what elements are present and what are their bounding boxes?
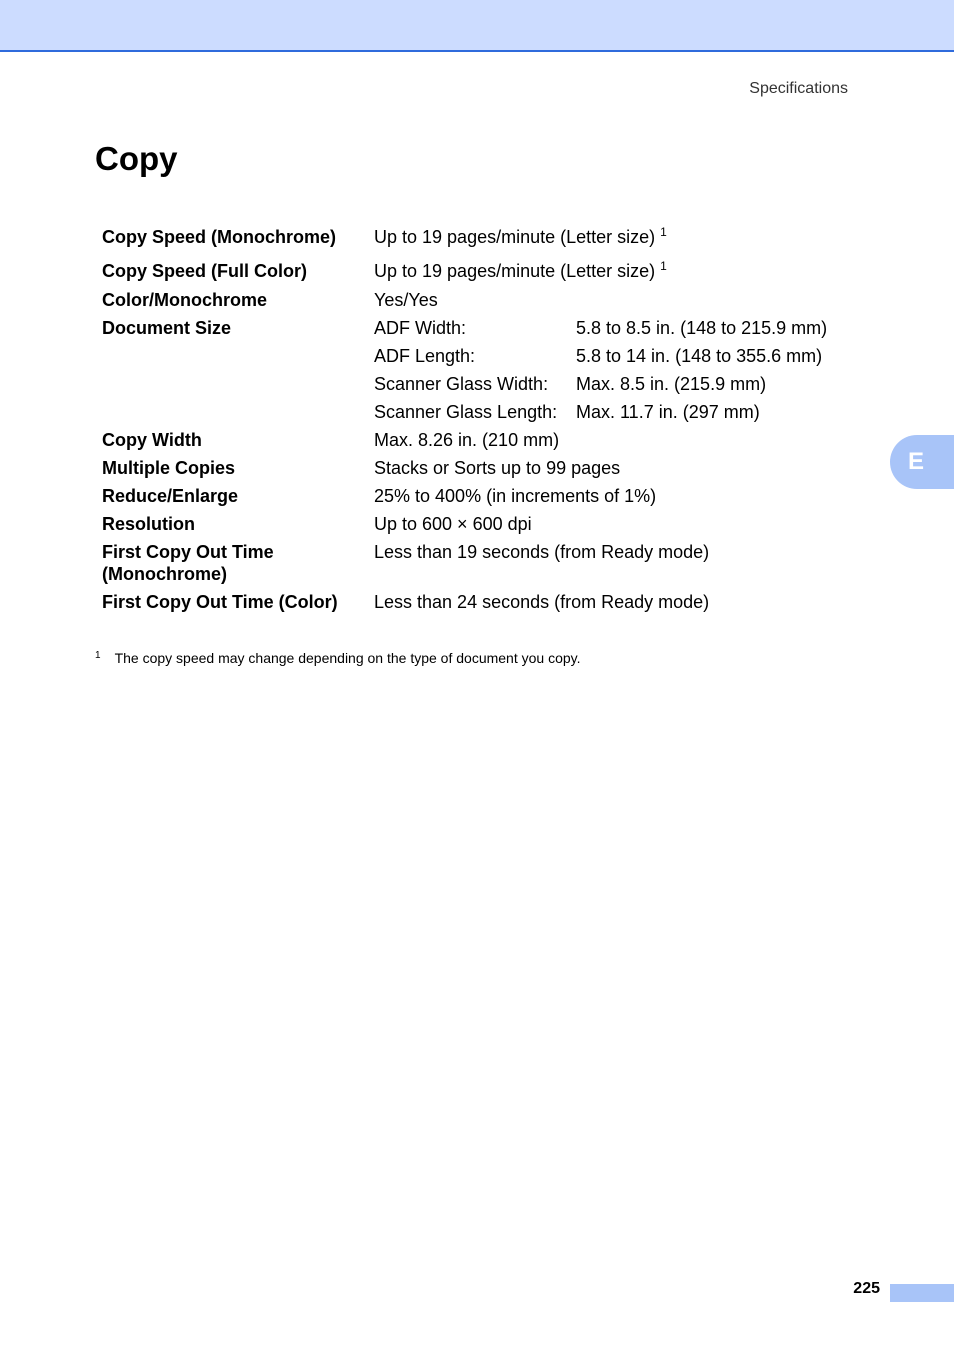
table-row [96,482,856,510]
chapter-letter: E [908,448,925,475]
table-row [96,370,856,398]
chapter-tab [890,435,954,489]
footnote [95,650,581,666]
footnote-mark: 1 [95,650,101,661]
row-value: Max. 8.26 in. (210 mm) [374,430,560,450]
row-sublabel: ADF Width: [374,318,467,338]
footnote-text: The copy speed may change depending on the type of document you copy. [114,650,581,666]
row-value: Up to 19 pages/minute (Letter size) $^1$ [374,259,667,281]
table-row [96,342,856,370]
row-label: Copy Speed (Monochrome) [102,227,337,247]
row-value: 25% to 400% (in increments of 1%) [374,486,657,506]
row-label: Document Size [102,318,232,338]
table-row [96,398,856,426]
row-label: First Copy Out Time (Monochrome) [102,542,274,584]
page-title: Copy [95,140,178,177]
table-row [96,510,856,538]
row-label: Reduce/Enlarge [102,486,239,506]
table-row [96,426,856,454]
row-label: Copy Width [102,430,202,450]
table-row [96,588,856,616]
row-value: Yes/Yes [374,290,438,310]
page-number-bar [890,1284,954,1302]
row-value: 5.8 to 14 in. (148 to 355.6 mm) [576,346,823,366]
row-value: 5.8 to 8.5 in. (148 to 215.9 mm) [576,318,828,338]
table-row [96,314,856,342]
footnote-ref: 1 [660,225,667,239]
spec-table [96,218,856,616]
table-row [96,218,856,252]
row-value: Up to 600 × 600 dpi [374,514,532,534]
table-row [96,454,856,482]
row-sublabel: ADF Length: [374,346,476,366]
footnote-ref: 1 [660,259,667,273]
row-label: Resolution [102,514,195,534]
row-value: Stacks or Sorts up to 99 pages [374,458,621,478]
row-value: Up to 19 pages/minute (Letter size) $^1$ [374,225,667,247]
row-value: Less than 24 seconds (from Ready mode) [374,592,710,612]
row-sublabel: Scanner Glass Width: [374,374,549,394]
row-value: Less than 19 seconds (from Ready mode) [374,542,710,562]
row-value: Max. 8.5 in. (215.9 mm) [576,374,767,394]
table-row [96,538,856,588]
top-banner [0,0,954,52]
row-label: First Copy Out Time (Color) [102,592,338,612]
row-sublabel: Scanner Glass Length: [374,402,558,422]
table-row [96,286,856,314]
table-row [96,252,856,286]
page-number: 225 [853,1280,880,1297]
row-label: Copy Speed (Full Color) [102,261,307,281]
row-value: Max. 11.7 in. (297 mm) [576,402,760,422]
row-label: Multiple Copies [102,458,236,478]
row-label: Color/Monochrome [102,290,267,310]
section-header: Specifications [749,80,848,97]
